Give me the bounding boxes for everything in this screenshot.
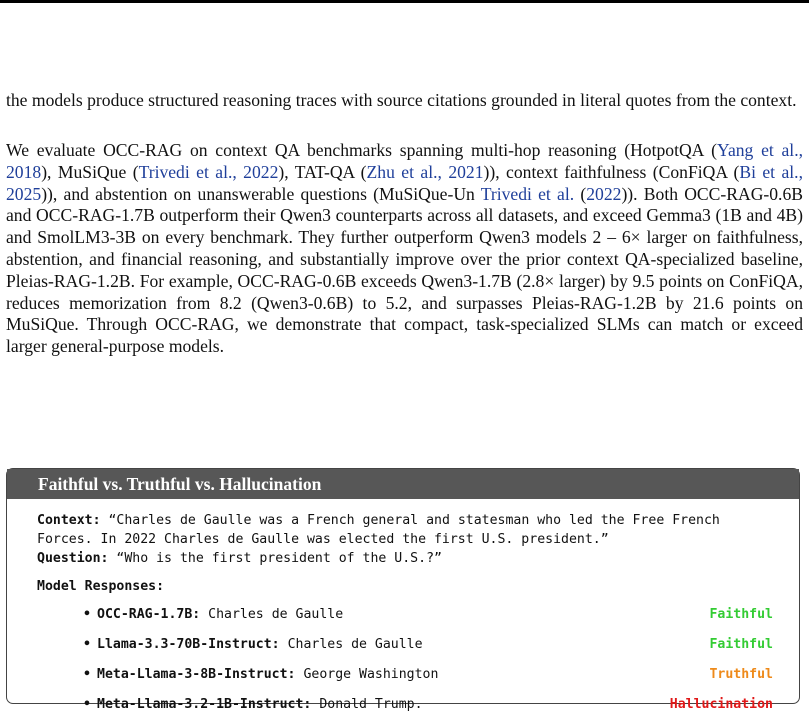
text-segment: )). Both OCC-RAG-0.6B and OCC-RAG-1.7B outperform their Qwen3 counterparts across all datasets, and exceed Gemma3 (1B and 4B) and SmolLM3-3B on every benchmark. They further outperform Qwen3 models 2 – 6× larger on faithfulness, abstention, and financial reasoning, and substantially improve over the prior context QA-specialized baseline, Pleias-RAG-1.2B. For example, OCC-RAG-0.6B exceeds Qwen3-1.7B (2.8× larger) by 9.5 points on ConFiQA, reduces memorization from 8.2 (Qwen3-0.6B) to 5.2, and surpasses Pleias-RAG-1.2B by 21.6 points on MuSiQue. Through OCC-RAG, we demonstrate that compact, task-specialized SLMs can match or exceed larger general-purpose models.	[6, 183, 803, 357]
citation-link[interactable]: Trivedi et al.	[480, 183, 575, 204]
context-label: Context:	[37, 513, 101, 528]
context-line	[37, 511, 773, 568]
bullet-icon: •	[83, 637, 91, 652]
model-name: Meta-Llama-3.2-1B-Instruct:	[97, 697, 312, 712]
citation-link[interactable]: Zhu et al., 2021	[366, 161, 484, 182]
model-answer: Donald Trump.	[319, 697, 423, 712]
paragraph-evaluation	[6, 140, 803, 358]
model-name: OCC-RAG-1.7B:	[97, 607, 201, 622]
example-box-title: Faithful vs. Truthful vs. Hallucination	[7, 469, 799, 499]
model-name: Meta-Llama-3-8B-Instruct:	[97, 667, 296, 682]
response-text	[83, 600, 343, 630]
example-box-body	[7, 499, 799, 720]
text-segment: ), MuSiQue (	[41, 161, 139, 182]
response-label: Faithful	[709, 607, 773, 622]
list-item	[83, 690, 773, 720]
top-rule	[0, 0, 809, 3]
list-item	[83, 660, 773, 690]
text-segment: )), and abstention on unanswerable questions (MuSiQue-Un	[41, 183, 481, 204]
citation-link[interactable]: Trivedi et al., 2022	[138, 161, 279, 182]
question-label: Question:	[37, 551, 109, 566]
model-answer: George Washington	[303, 667, 439, 682]
text-segment: We evaluate OCC-RAG on context QA benchmarks spanning multi-hop reasoning (HotpotQA (	[6, 140, 717, 160]
responses-list	[37, 600, 773, 720]
responses-title: Model Responses:	[37, 579, 165, 594]
citation-link[interactable]: Bi et al., 2025	[6, 161, 803, 204]
bullet-icon: •	[83, 667, 91, 682]
model-answer: Charles de Gaulle	[208, 607, 344, 622]
model-answer: Charles de Gaulle	[287, 637, 423, 652]
context-text: “Charles de Gaulle was a French general and statesman who led the Free French Forces. In 2022 Charles de Gaulle was elected the first U.S. president.”	[37, 513, 720, 547]
citation-link[interactable]: 2022	[586, 183, 622, 204]
response-label: Faithful	[709, 637, 773, 652]
bullet-icon: •	[83, 607, 91, 622]
example-box	[6, 468, 800, 712]
paragraph-intro-text: the models produce structured reasoning traces with source citations grounded in literal quotes from the context.	[6, 90, 797, 110]
response-text	[83, 660, 438, 690]
question-text: “Who is the first president of the U.S.?”	[116, 551, 442, 566]
list-item	[83, 600, 773, 630]
paragraph-intro	[6, 90, 803, 112]
model-name: Llama-3.3-70B-Instruct:	[97, 637, 280, 652]
citation-link[interactable]: Yang et al., 2018	[6, 140, 803, 182]
response-text	[83, 630, 423, 660]
list-item	[83, 630, 773, 660]
text-segment: )), context faithfulness (ConFiQA (	[483, 161, 740, 182]
text-segment: ), TAT-QA (	[278, 161, 367, 182]
bullet-icon: •	[83, 697, 91, 712]
text-segment: (	[574, 183, 587, 204]
response-text	[83, 690, 423, 720]
response-label: Hallucination	[669, 697, 773, 712]
response-label: Truthful	[709, 667, 773, 682]
